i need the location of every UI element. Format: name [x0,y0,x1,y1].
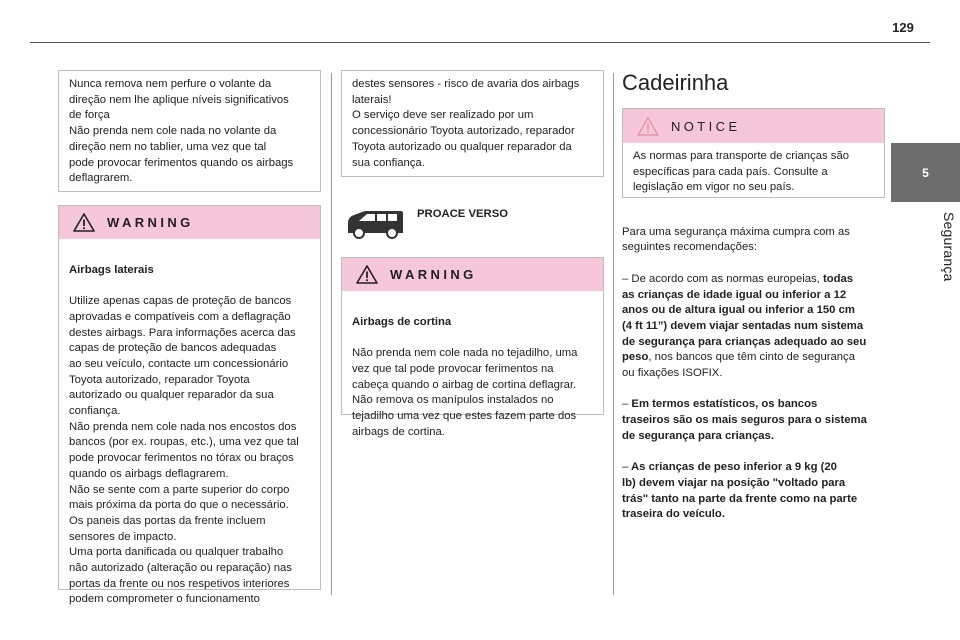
chapter-label: Segurança [941,212,957,282]
continued-note-text: destes sensores - risco de avaria dos airbags laterais! O serviço deve ser realizado por um concessionário Toyota autorizado, reparador Toyota autorizado ou qualquer reparador da sua confiança. [352,78,580,169]
warning-box-curtain-airbags [341,257,604,438]
vehicle-label: PROACE VERSO [417,208,509,220]
section-title: Cadeirinha [622,70,729,95]
recommendations-intro: Para uma segurança máxima cumpra com as seguintes recomendações: [622,225,850,254]
dash: – [622,461,629,474]
warning-title: WARNING [107,215,194,230]
warning-triangle-icon [73,213,95,232]
warning-box-side-airbags [58,205,321,606]
notice-box [622,108,885,198]
warning-header [342,258,603,291]
recommendation-item [622,272,892,382]
recommendation-emphasis: Em termos estatísticos, os bancos traseiros são os mais seguros para o sistema de segurança para crianças. [622,398,867,442]
warning-heading: Airbags laterais [69,263,154,276]
warning-content [59,239,320,630]
warning-content [342,291,603,462]
page-number: 129 [892,20,914,35]
recommendation-emphasis: todas as crianças de idade igual ou inferior a 12 anos ou de altura igual ou inferior a 150 cm (4 ft 11”) devem viajar sentadas num sistema de segurança para crianças adequado ao seu peso [622,272,867,364]
column-divider [331,73,332,595]
airbag-note-text: Nunca remova nem perfure o volante da direção nem lhe aplique níveis significativos de força Não prenda nem cole nada no volante da direção nem no tablier, uma vez que tal pode provocar ferimentos quando os airbags deflagrarem. [69,78,294,185]
warning-body: Não prenda nem cole nada no tejadilho, uma vez que tal pode provocar ferimentos na cabeça quando o airbag de cortina deflagrar. Não remova os manípulos instalados no tejadilho uma vez que estes fazem parte dos airbags de cortina. [352,347,578,438]
header-rule [30,42,930,43]
recommendation-emphasis: As crianças de peso inferior a 9 kg (20 lb) devem viajar na posição "voltado para trás" tanto na parte da frente como na parte traseira do veículo. [622,461,858,521]
notice-header [623,109,884,143]
dash: – [622,398,629,411]
warning-title: WARNING [390,267,477,282]
warning-header [59,206,320,239]
recommendation-text: De acordo com as normas europeias, [628,272,823,285]
notice-title: NOTICE [671,118,741,134]
van-icon [345,209,405,239]
warning-heading: Airbags de cortina [352,315,452,328]
warning-triangle-icon [356,265,378,284]
recommendation-item [622,397,892,444]
airbag-note-box [58,70,321,192]
continued-note-box [341,70,604,177]
warning-body: Utilize apenas capas de proteção de bancos aprovadas e compatíveis com a deflagração destes airbags. Para informações acerca das capas de proteção de bancos adequadas ao seu veículo, contacte um concessionário Toyota autorizado, reparador Toyota autorizado ou qualquer reparador da sua confiança. Não prenda nem cole nada nos encostos dos bancos (por ex. roupas, etc.), uma vez que tal pode provocar ferimentos no tórax ou braços quando os airbags deflagrarem. Não se sente com a parte superior do corpo mais próxima da porta do que o necessário. Os paneis das portas da frente incluem sensores de impacto. Uma porta danificada ou qualquer trabalho não autorizado (alteração ou reparação) nas portas da frente ou nos respetivos interiores podem comprometer o funcionamento [69,295,299,606]
notice-body: As normas para transporte de crianças são específicas para cada país. Consulte a legislação em vigor no seu país. [633,150,850,194]
chapter-tab[interactable]: 5 [891,143,960,202]
dash: – [622,272,629,285]
column-divider [613,73,614,595]
recommendation-text: , nos bancos que têm cinto de segurança ou fixações ISOFIX. [622,351,855,380]
notice-triangle-icon [637,117,659,136]
recommendation-item [622,460,892,523]
recommendations-block [622,209,892,539]
